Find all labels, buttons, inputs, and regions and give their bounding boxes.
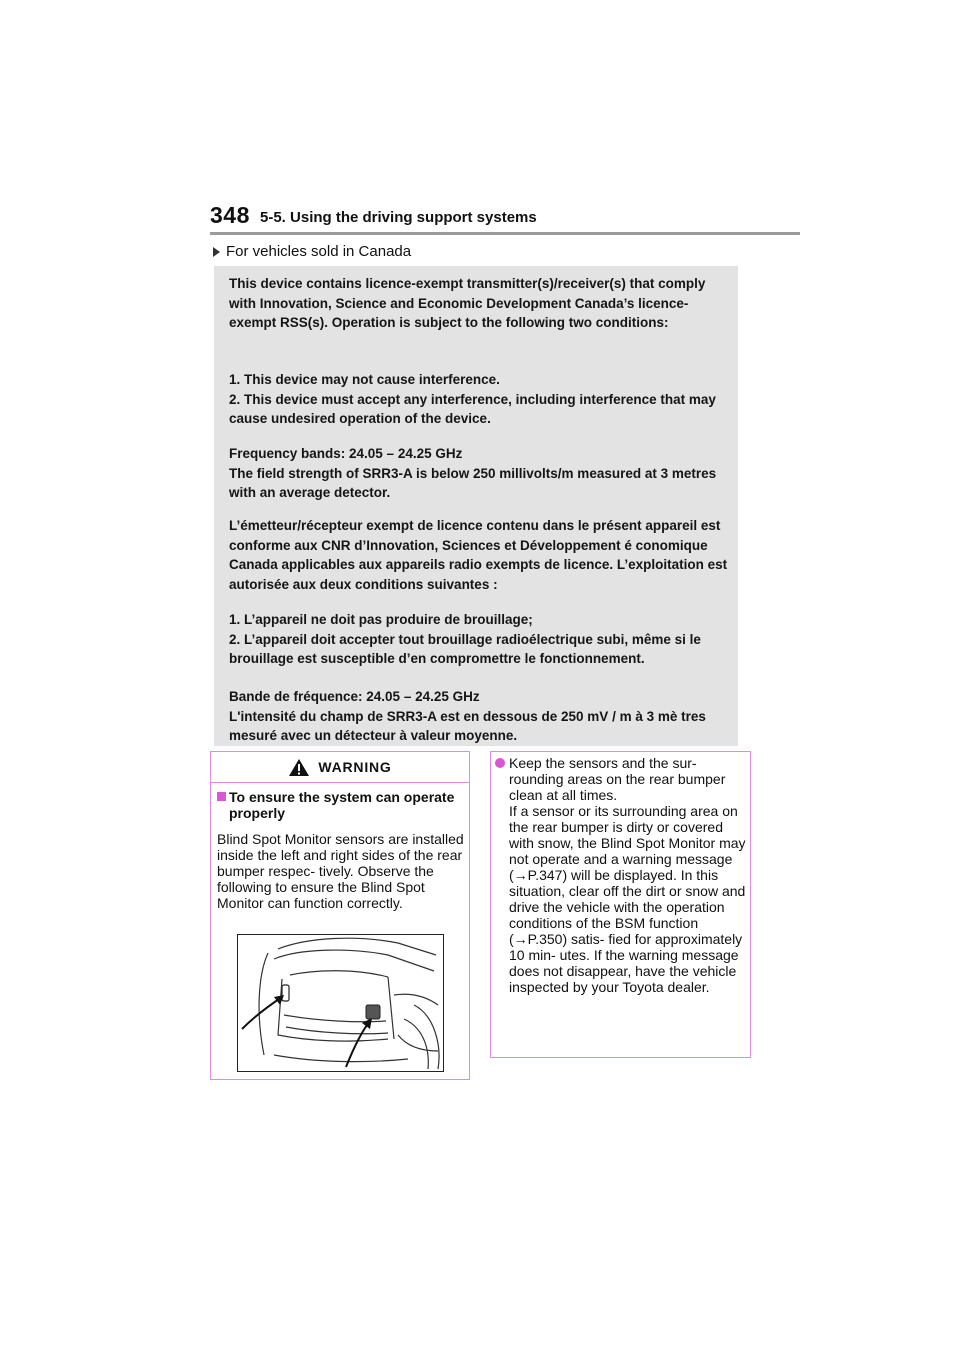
notice-fr-p3: Bande de fréquence: 24.05 – 24.25 GHz L'intensité du champ de SRR3-A est en dessous de 250 mV / m à 3 mè tres mesuré avec un détecteur à valeur moyenne.	[229, 689, 706, 744]
maintenance-note-box	[490, 751, 751, 1058]
header-divider	[210, 232, 800, 235]
warning-body: Blind Spot Monitor sensors are installed inside the left and right sides of the rear bumper respec- tively. Observe the following to ensure the Blind Spot Monitor can function correctly.	[217, 831, 464, 911]
section-title: 5-5. Using the driving support systems	[260, 209, 537, 226]
warning-triangle-icon	[288, 758, 310, 777]
page-number: 348	[210, 202, 250, 228]
intro-text: For vehicles sold in Canada	[226, 243, 412, 260]
rear-bumper-sensor-illustration	[237, 934, 444, 1072]
play-triangle-icon	[213, 247, 220, 257]
warning-header	[211, 752, 469, 783]
circle-bullet-icon	[495, 758, 505, 768]
warning-title	[217, 789, 463, 821]
notice-en-p2: 1. This device may not cause interference. 2. This device must accept any interference, including interference that may cause undesired operation of the device.	[229, 372, 716, 427]
maintenance-note-text: Keep the sensors and the sur- rounding areas on the rear bumper clean at all times. If a sensor or its surrounding area on the rear bumper is dirty or covered with snow, the Blind Spot Monitor may not operate and a warning message (→P.347) will be displayed. In this situation, clear off the dirt or snow and drive the vehicle with the operation conditions of the BSM function (→P.350) satis- fied for approximately 10 min- utes. If the warning message does not disappear, have the vehicle inspected by your Toyota dealer.	[509, 755, 746, 995]
warning-box	[210, 751, 470, 1080]
warning-label: WARNING	[318, 759, 392, 775]
notice-fr-p1: L’émetteur/récepteur exempt de licence contenu dans le présent appareil est conforme aux CNR d’Innovation, Sciences et Développement é conomique Canada applicables aux appareils radio exempts de licence. L’exploitation est autorisée aux deux conditions suivantes :	[229, 518, 728, 592]
page-header	[210, 202, 800, 234]
warning-title-text: To ensure the system can operate properly	[229, 789, 455, 821]
regulatory-notice	[214, 266, 738, 746]
notice-en-p1: This device contains licence-exempt transmitter(s)/receiver(s) that comply with Innovation, Science and Economic Development Canada’s licence-exempt RSS(s). Operation is subject to the following two conditions:	[229, 276, 706, 331]
intro-line	[213, 243, 411, 260]
notice-fr-p2: 1. L’appareil ne doit pas produire de brouillage; 2. L’appareil doit accepter tout brouillage radioélectrique subi, même si le brouillage est susceptible d’en compromettre le fonctionnement.	[229, 612, 701, 667]
vehicle-rear-illustration	[238, 935, 443, 1071]
square-bullet-icon	[217, 792, 226, 801]
notice-en-p3: Frequency bands: 24.05 – 24.25 GHz The field strength of SRR3-A is below 250 millivolts/m measured at 3 metres with an average detector.	[229, 446, 717, 501]
